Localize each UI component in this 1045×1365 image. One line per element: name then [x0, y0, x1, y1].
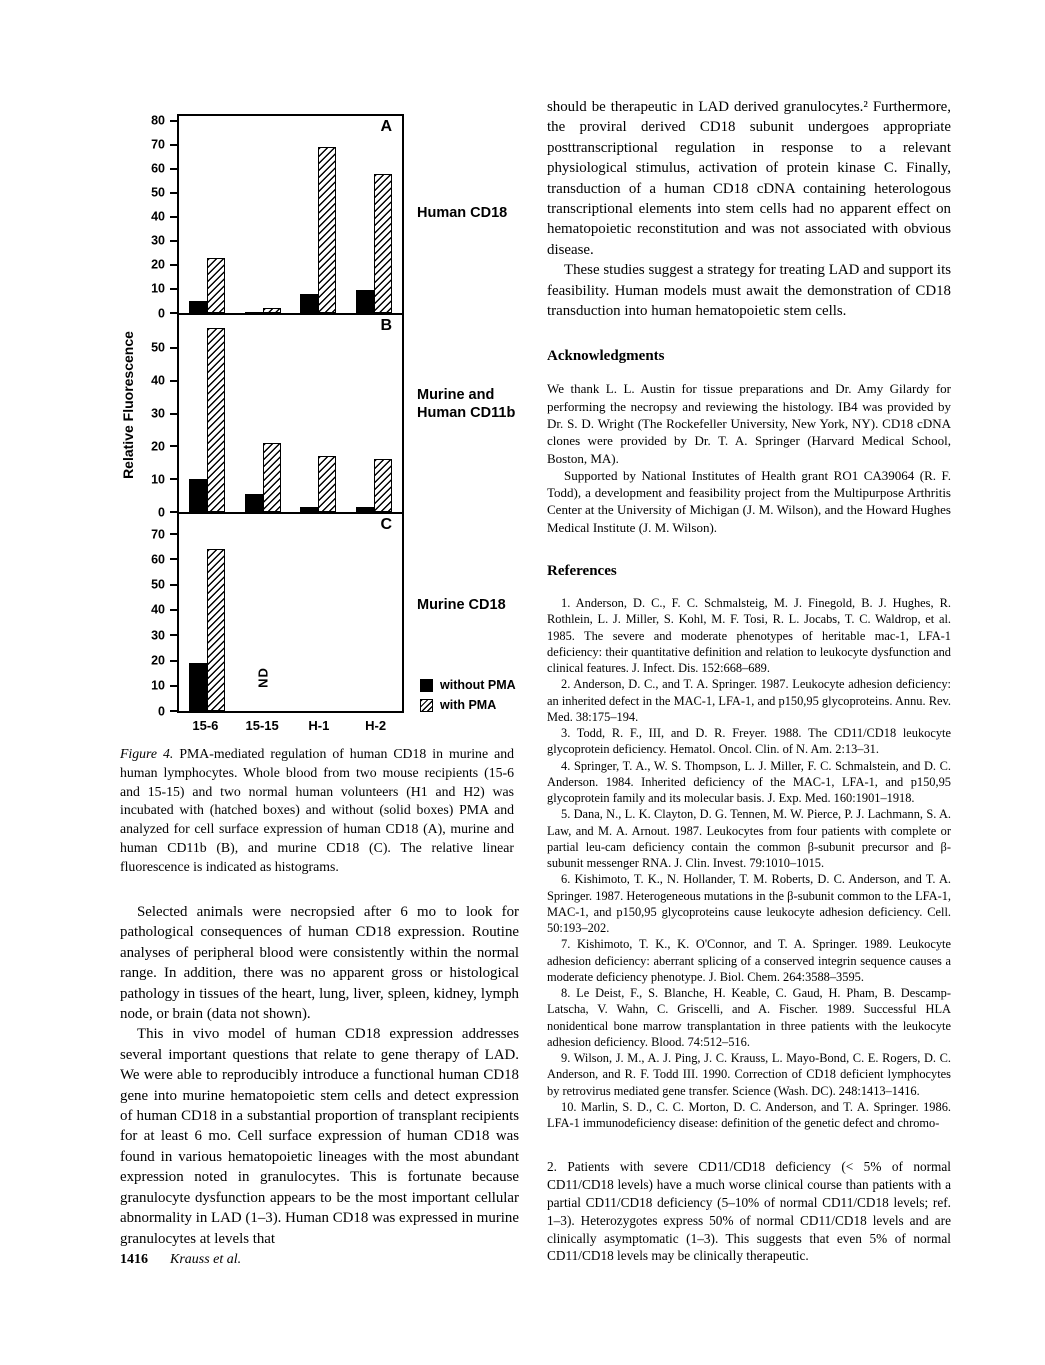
y-tick-label: 50 [151, 340, 165, 355]
y-tick-label: 10 [151, 471, 165, 486]
reference-item: 10. Marlin, S. D., C. C. Morton, D. C. Anderson, and T. A. Springer. 1986. LFA-1 immunodeficiency disease: definition of the genetic defect and chromo- [547, 1099, 951, 1130]
reference-item: 7. Kishimoto, T. K., K. O'Connor, and T. A. Springer. 1989. Leukocyte adhesion deficiency: aberrant splicing of a conserved integrin sequence causes a moderate deficiency phenotype. J. Biol. Chem. 264:3588–3595. [547, 937, 951, 984]
acknowledgments-paragraph: Supported by National Institutes of Health grant RO1 CA39064 (R. F. Todd), a development and feasibility project from the Multipurpose Arthritis Center at the University of Michigan (J. M. Wilson), and the Howard Hughes Medical Institute (J. M. Wilson). [547, 467, 951, 535]
y-tick-mark [170, 347, 177, 349]
x-tick-label: 15-15 [245, 718, 279, 733]
bar-15-6-with-pma [207, 258, 225, 313]
references-heading: References [547, 563, 617, 579]
y-tick-label: 80 [151, 113, 165, 128]
y-tick-mark [170, 511, 177, 513]
acknowledgments-heading: Acknowledgments [547, 348, 665, 365]
y-tick-label: 20 [151, 257, 165, 272]
bar-group-H-1 [299, 514, 337, 711]
page-footer [120, 1252, 241, 1268]
nd-annotation: ND [255, 667, 271, 688]
y-tick-label: 70 [151, 137, 165, 152]
x-axis-labels [177, 718, 404, 733]
y-tick-label: 0 [158, 703, 165, 718]
references-list [547, 595, 951, 1131]
chart-stack [151, 113, 404, 718]
y-tick-mark [170, 710, 177, 712]
y-tick-label: 20 [151, 653, 165, 668]
series-label-murine-cd18: Murine CD18 [417, 597, 506, 613]
hatched-swatch-icon [420, 699, 433, 712]
chart-legend [420, 678, 516, 718]
bar-15-6-with-pma [207, 328, 225, 512]
bar-group-15-6 [188, 116, 226, 313]
y-tick-mark [170, 478, 177, 480]
y-tick-mark [170, 216, 177, 218]
y-tick-label: 40 [151, 373, 165, 388]
bar-group-H-2 [355, 315, 393, 512]
plot-area [179, 315, 402, 512]
y-tick-label: 40 [151, 602, 165, 617]
footnote-2: 2. Patients with severe CD11/CD18 deficiency (< 5% of normal CD11/CD18 levels) have a much worse clinical course than patients with a partial CD11/CD18 deficiency (5–10% of normal CD11/CD18 levels; ref. 1–3). Heterozygotes express 50% of normal CD11/CD18 levels and are clinically asymptomatic (1–3). This suggests that even 5% of normal CD11/CD18 levels may be clinically therapeutic. [547, 1159, 951, 1264]
bar-H-1-with-pma [318, 147, 336, 313]
y-tick-mark [170, 584, 177, 586]
bar-H-2-with-pma [374, 459, 392, 512]
y-tick-label: 0 [158, 305, 165, 320]
plot-area [179, 514, 402, 711]
y-tick-mark [170, 558, 177, 560]
bar-15-6-without-pma [189, 301, 207, 313]
bar-15-15-without-pma [245, 494, 263, 512]
running-authors: Krauss et al. [170, 1252, 242, 1267]
acknowledgments-section [547, 380, 951, 536]
y-tick-mark [170, 240, 177, 242]
x-tick-label: H-1 [308, 718, 330, 733]
reference-item: 6. Kishimoto, T. K., N. Hollander, T. M. Roberts, D. C. Anderson, and T. A. Springer. 1987. Heterogeneous mutations in the β-subunit common to the LFA-1, MAC-1, and p150,95 glycoproteins cause leukocyte adhesion deficiency. Cell. 50:193–202. [547, 872, 951, 935]
acknowledgments-paragraph: We thank L. L. Austin for tissue preparations and Dr. Amy Gilardy for performing the necropsy and reviewing the histology. IB4 was provided by Dr. S. D. Wright (The Rockefeller University, New York, NY). CD18 cDNA clones were provided by Dr. T. A. Springer (Harvard Medical School, Boston, MA). [547, 381, 951, 466]
bar-H-1-with-pma [318, 456, 336, 512]
y-tick-mark [170, 533, 177, 535]
right-column [547, 97, 951, 1265]
bar-group-15-6 [188, 514, 226, 711]
y-tick-mark [170, 660, 177, 662]
bar-H-2-with-pma [374, 174, 392, 313]
y-tick-mark [170, 685, 177, 687]
panel-letter-a: A [380, 118, 392, 135]
solid-swatch-icon [420, 679, 433, 692]
bar-15-6-with-pma [207, 549, 225, 711]
page-number: 1416 [120, 1252, 148, 1267]
series-label-murine-human-cd11b: Murine and Human CD11b [417, 387, 516, 422]
legend-label: without PMA [440, 678, 516, 692]
y-tick-mark [170, 609, 177, 611]
y-tick-label: 10 [151, 678, 165, 693]
bar-15-15-with-pma [263, 443, 281, 512]
y-tick-mark [170, 312, 177, 314]
legend-label: with PMA [440, 698, 497, 712]
panel-letter-c: C [380, 516, 392, 533]
y-tick-mark [170, 634, 177, 636]
reference-item: 4. Springer, T. A., W. S. Thompson, L. J. Miller, F. C. Schmalstein, and D. C. Anderson. 1984. Inherited deficiency of the MAC-1, LFA-1, and p150,95 glycoprotein family and its molecular basis. J. Exp. Med. 160:1901–1918. [547, 758, 951, 805]
body-paragraph: should be therapeutic in LAD derived granulocytes.² Furthermore, the proviral derived CD18 subunit undergoes appropriate posttranscriptional regulation in response to a relevant physiological stimulus, activation of protein kinase C. Finally, transduction of a human CD18 cDNA containing heterologous transcriptional elements into stem cells had no apparent effect on hematopoietic reconstitution and was not associated with obvious disease. [547, 99, 951, 258]
figure-4 [119, 100, 520, 874]
y-tick-label: 0 [158, 504, 165, 519]
body-paragraph: This in vivo model of human CD18 expression addresses several important questions that relate to gene therapy of LAD. We were able to reproducibly introduce a functional human CD18 gene into murine hematopoietic stem cells and detect expression of human CD18 in a substantial proportion of transplant recipients for at least 6 mo. Cell surface expression of human CD18 was found in various hematopoietic lineages with the most abundant expression noted in granulocytes. This is fortunate because granulocyte dysfunction appears to be the most important cellular abnormality in LAD (1–3). Human CD18 was expressed in murine granulocytes at levels that [120, 1026, 519, 1247]
bar-group-15-15 [244, 315, 282, 512]
chart-panel-c [151, 512, 402, 718]
y-tick-mark [170, 445, 177, 447]
chart-panel-b [151, 313, 402, 519]
panel-letter-b: B [380, 317, 392, 334]
bar-H-2-without-pma [356, 290, 374, 313]
left-column [120, 902, 519, 1249]
bar-15-6-without-pma [189, 479, 207, 512]
y-tick-label: 70 [151, 526, 165, 541]
series-label-human-cd18: Human CD18 [417, 205, 508, 221]
bar-group-15-6 [188, 315, 226, 512]
y-tick-label: 30 [151, 233, 165, 248]
legend-item-with-pma [420, 698, 516, 712]
reference-item: 3. Todd, R. F., III, and D. R. Freyer. 1988. The CD11/CD18 leukocyte glycoprotein deficiency. Hematol. Oncol. Clin. of N. Am. 2:13–31. [547, 726, 951, 757]
bar-group-15-15 [244, 514, 282, 711]
y-tick-mark [170, 120, 177, 122]
y-tick-mark [170, 380, 177, 382]
bar-group-H-2 [355, 116, 393, 313]
figure-caption-body: PMA-mediated regulation of human CD18 in murine and human lymphocytes. Whole blood from two mouse recipients (15-6 and 15-15) and two normal human volunteers (H1 and H2) was incubated with (hatched boxes) and without (solid boxes) PMA and analyzed for cell surface expression of human CD18 (A), murine and human CD11b (B), and murine CD18 (C). The relative linear fluorescence is indicated as histograms. [120, 746, 514, 874]
reference-item: 8. Le Deist, F., S. Blanche, H. Keable, C. Gaud, H. Pham, B. Descamp-Latscha, V. Wahn, C. Griscelli, and A. Fischer. 1989. Successful HLA nonidentical bone marrow transplantation in three patients with the leukocyte adhesion deficiency. Blood. 74:512–516. [547, 986, 951, 1049]
y-tick-label: 20 [151, 439, 165, 454]
bar-group-H-1 [299, 315, 337, 512]
figure-caption [120, 745, 514, 876]
y-tick-label: 10 [151, 281, 165, 296]
y-tick-label: 50 [151, 185, 165, 200]
bar-H-1-without-pma [300, 294, 318, 313]
plot-area [179, 116, 402, 313]
bar-group-H-1 [299, 116, 337, 313]
y-tick-label: 30 [151, 627, 165, 642]
y-tick-label: 60 [151, 552, 165, 567]
y-tick-mark [170, 192, 177, 194]
y-axis-label: Relative Fluorescence [119, 331, 136, 479]
y-tick-label: 50 [151, 577, 165, 592]
x-tick-label: 15-6 [192, 718, 219, 733]
body-paragraph: Selected animals were necropsied after 6 mo to look for pathological consequences of human CD18 expression. Routine analyses of peripheral blood were consistently within the normal range. In addition, there was no apparent gross or histological pathology in tissues of the heart, lung, liver, spleen, kidney, lymph node, or brain (data not shown). [120, 904, 519, 1023]
body-paragraph: These studies suggest a strategy for treating LAD and support its feasibility. Human models must await the demonstration of CD18 transduction into human hematopoietic stem cells. [547, 262, 951, 320]
y-tick-label: 60 [151, 161, 165, 176]
y-tick-label: 40 [151, 209, 165, 224]
figure-caption-lead: Figure 4. [120, 746, 174, 761]
bar-15-6-without-pma [189, 663, 207, 711]
reference-item: 9. Wilson, J. M., A. J. Ping, J. C. Krauss, L. Mayo-Bond, C. E. Rogers, D. C. Anderson, and R. F. Todd III. 1990. Correction of CD18 deficient lymphocytes by retrovirus mediated gene transfer. Science (Wash. DC). 248:1413–1416. [547, 1051, 951, 1098]
chart-wrap [151, 113, 404, 733]
reference-item: 5. Dana, N., L. K. Clayton, D. G. Tennen, M. W. Pierce, P. J. Lachmann, S. A. Law, and M. A. Arnout. 1987. Leukocytes from four patients with complete or partial leu-cam deficiency contain the common β-subunit precursor and β-subunit messenger RNA. J. Clin. Invest. 79:1010–1015. [547, 807, 951, 870]
y-tick-mark [170, 288, 177, 290]
y-tick-mark [170, 413, 177, 415]
y-tick-label: 30 [151, 406, 165, 421]
bar-group-H-2 [355, 514, 393, 711]
y-tick-mark [170, 144, 177, 146]
legend-item-without-pma [420, 678, 516, 692]
bar-group-15-15 [244, 116, 282, 313]
x-tick-label: H-2 [365, 718, 387, 733]
y-tick-mark [170, 264, 177, 266]
reference-item: 1. Anderson, D. C., F. C. Schmalsteig, M. J. Finegold, B. J. Hughes, R. Rothlein, L. J. Miller, S. Kohl, M. F. Tosi, R. L. Jocabs, T. C. Waldrop, et al. 1985. The severe and moderate phenotypes of heritable mac-1, LFA-1 deficiency: their quantitative definition and relation to leukocyte dysfunction and clinical features. J. Infect. Dis. 152:668–689. [547, 596, 951, 675]
reference-item: 2. Anderson, D. C., and T. A. Springer. 1987. Leukocyte adhesion deficiency: an inherited defect in the MAC-1, LFA-1, and p150,95 glycoproteins. Annu. Rev. Med. 38:175–194. [547, 677, 951, 724]
y-tick-mark [170, 168, 177, 170]
chart-panel-a [151, 113, 402, 320]
